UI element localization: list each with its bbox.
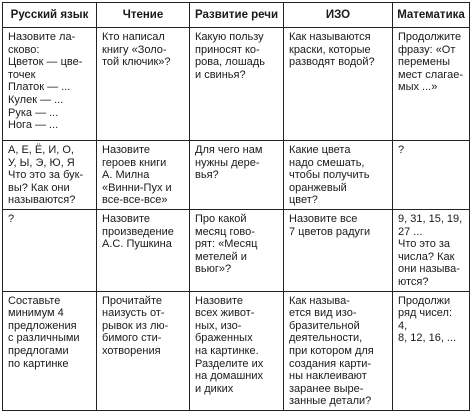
table-row bbox=[3, 291, 470, 410]
table-cell: Назовите все 7 цветов радуги bbox=[284, 209, 393, 291]
header-speech: Развитие речи bbox=[190, 3, 284, 28]
header-row bbox=[3, 3, 470, 28]
table-cell: Для чего нам нужны дере- вья? bbox=[190, 141, 284, 210]
table-cell: Продолжи ряд чисел: 4, 8, 12, 16, ... bbox=[393, 291, 470, 410]
table-cell: 9, 31, 15, 19, 27 ... Что это за числа? Как они называ- ются? bbox=[393, 209, 470, 291]
mystery-cell: ? bbox=[393, 141, 470, 210]
table-row bbox=[3, 28, 470, 141]
table-cell: Назовите ла- сково: Цветок — цве- точек Платок — ... Кулек — ... Рука — ... Нога — ... bbox=[3, 28, 97, 141]
table-cell: Кто написал книгу «Золо- той ключик»? bbox=[97, 28, 190, 141]
table-cell: Назовите всех живот- ных, изо- браженных на картинке. Разделите их на домашних и диких bbox=[190, 291, 284, 410]
table-row bbox=[3, 141, 470, 210]
table-cell: Как называ- ется вид изо- бразительной деятельности, при котором для создания карти- ны наклеивают заранее выре- занные детали? bbox=[284, 291, 393, 410]
table-cell: Как называются краски, которые разводят водой? bbox=[284, 28, 393, 141]
table-cell: А, Е, Ё, И, О, У, Ы, Э, Ю, Я Что это за бук- вы? Как они называются? bbox=[3, 141, 97, 210]
table-cell: Назовите героев книги А. Милна «Винни-Пух и все-все-все» bbox=[97, 141, 190, 210]
header-russian: Русский язык bbox=[3, 3, 97, 28]
table-cell: Прочитайте наизусть от- рывок из лю- бимого сти- хотворения bbox=[97, 291, 190, 410]
header-reading: Чтение bbox=[97, 3, 190, 28]
table-row bbox=[3, 209, 470, 291]
table-cell: Про какой месяц гово- рят: «Месяц метелей и вьюг»? bbox=[190, 209, 284, 291]
mystery-cell: ? bbox=[3, 209, 97, 291]
table-cell: Продолжите фразу: «От перемены мест слагае- мых ...» bbox=[393, 28, 470, 141]
table-cell: Назовите произведение А.С. Пушкина bbox=[97, 209, 190, 291]
quiz-table bbox=[2, 2, 470, 411]
table-cell: Какую пользу приносят ко- рова, лошадь и свинья? bbox=[190, 28, 284, 141]
header-art: ИЗО bbox=[284, 3, 393, 28]
table-cell: Какие цвета надо смешать, чтобы получить оранжевый цвет? bbox=[284, 141, 393, 210]
header-math: Математика bbox=[393, 3, 470, 28]
table-cell: Составьте минимум 4 предложения с различными предлогами по картинке bbox=[3, 291, 97, 410]
